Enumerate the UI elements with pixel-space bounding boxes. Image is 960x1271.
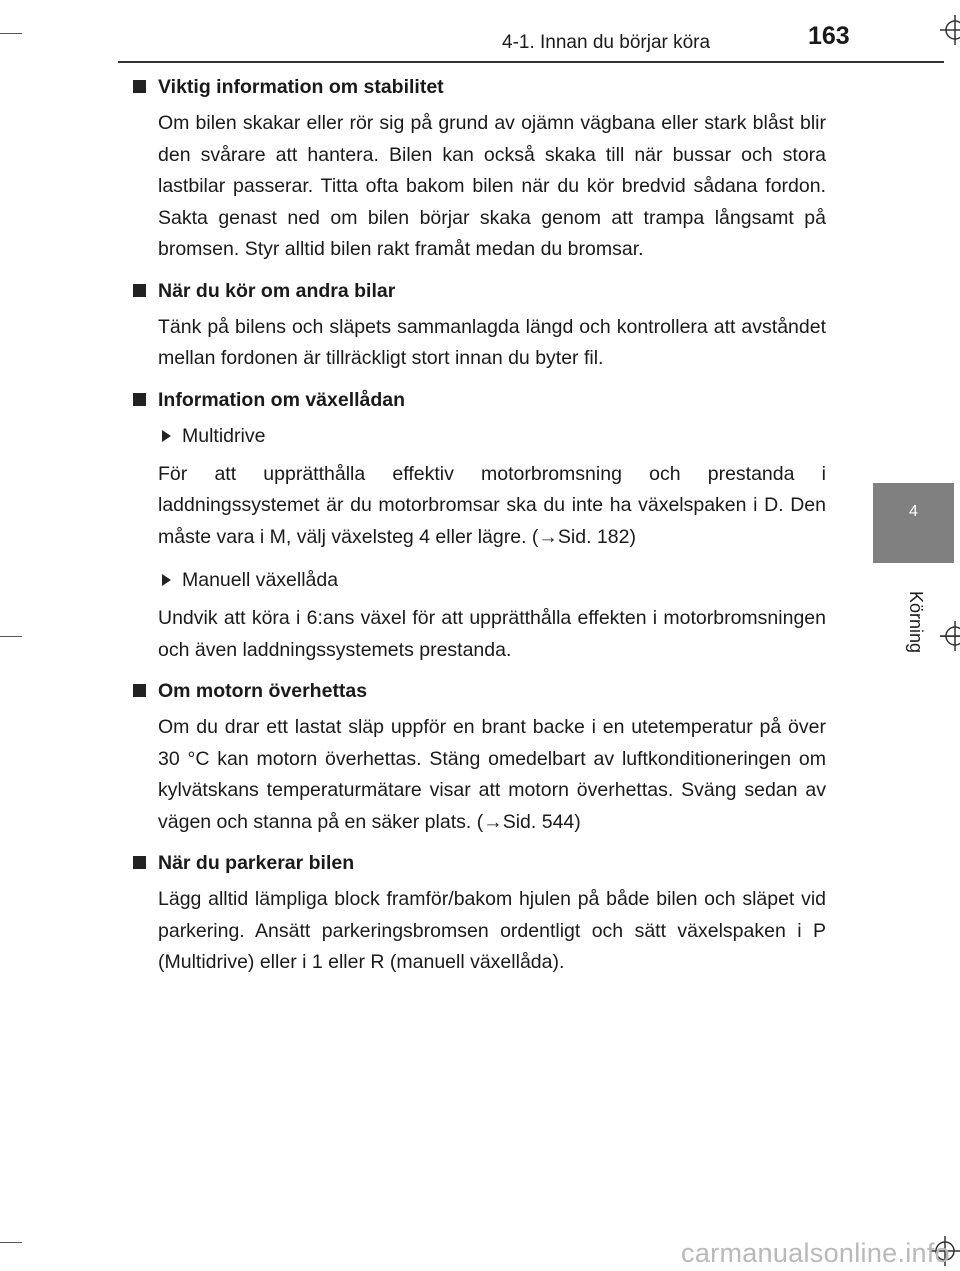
sub-bullet-text: Manuell växellåda bbox=[182, 569, 339, 591]
heading-text: Om motorn överhettas bbox=[158, 680, 368, 702]
page-header bbox=[0, 0, 960, 70]
body-paragraph: Om du drar ett lastat släp uppför en brant backe i en utetemperatur på över 30 °C kan motorn överhettas. Stäng omedelbart av luftkonditioneringen om kylvätskans temperaturmätare visar att motorn överhettas. Sväng sedan av vägen och stanna på en säker plats. (→Sid. 544) bbox=[158, 716, 826, 833]
body-paragraph: Lägg alltid lämpliga block framför/bakom hjulen på både bilen och släpet vid parkering. Ansätt parkeringsbromsen ordentligt och sätt växelspaken i P (Multidrive) eller i 1 eller R (manuell växellåda). bbox=[158, 888, 826, 973]
body-paragraph: Tänk på bilens och släpets sammanlagda längd och kontrollera att avståndet mellan fordonen är tillräckligt stort innan du byter fil. bbox=[158, 315, 826, 369]
square-bullet-icon bbox=[133, 684, 146, 697]
registration-mark-icon bbox=[940, 621, 960, 651]
watermark: carmanualsonline.info bbox=[681, 1238, 950, 1268]
header-divider bbox=[118, 61, 944, 63]
square-bullet-icon bbox=[133, 80, 146, 93]
square-bullet-icon bbox=[133, 393, 146, 406]
section-heading bbox=[130, 850, 826, 876]
page-content bbox=[130, 74, 826, 991]
section-heading bbox=[130, 387, 826, 413]
section-heading bbox=[130, 678, 826, 704]
chapter-tab bbox=[873, 483, 954, 563]
sub-bullet-text: Multidrive bbox=[182, 424, 266, 447]
heading-text: Information om växellådan bbox=[158, 388, 406, 411]
heading-text: Viktig information om stabilitet bbox=[158, 76, 444, 98]
sub-bullet bbox=[158, 421, 826, 451]
crop-mark bbox=[0, 636, 22, 637]
square-bullet-icon bbox=[133, 856, 146, 869]
body-paragraph: För att upprätthålla effektiv motorbromsning och prestanda i laddningssystemet är du motorbromsar ska du inte ha växelspaken i D. Den måste vara i M, välj växelsteg 4 eller lägre. (→Sid. 182) bbox=[158, 462, 826, 548]
triangle-bullet-icon bbox=[162, 574, 171, 586]
triangle-bullet-icon bbox=[162, 430, 171, 442]
chapter-label: Körning bbox=[906, 590, 926, 654]
chapter-number: 4 bbox=[909, 503, 918, 520]
heading-text: När du kör om andra bilar bbox=[158, 279, 396, 302]
section-heading bbox=[130, 74, 826, 100]
body-paragraph: Undvik att köra i 6:ans växel för att upprätthålla effekten i motorbromsningen och även laddningssystemets prestanda. bbox=[158, 607, 826, 661]
crop-mark bbox=[0, 1242, 22, 1243]
sub-bullet bbox=[158, 565, 826, 595]
square-bullet-icon bbox=[133, 284, 146, 297]
section-heading bbox=[130, 278, 826, 304]
body-paragraph: Om bilen skakar eller rör sig på grund av ojämn vägbana eller stark blåst blir den svårare att hantera. Bilen kan också skaka till när bussar och stora lastbilar passerar. Titta ofta bakom bilen när du kör bredvid sådana fordon. Sakta genast ned om bilen börjar skaka genom att trampa långsamt på bromsen. Styr alltid bilen rakt framåt medan du bromsar. bbox=[158, 112, 826, 260]
page-number: 163 bbox=[808, 22, 850, 50]
section-label: 4-1. Innan du börjar köra bbox=[502, 32, 711, 53]
heading-text: När du parkerar bilen bbox=[158, 852, 355, 874]
